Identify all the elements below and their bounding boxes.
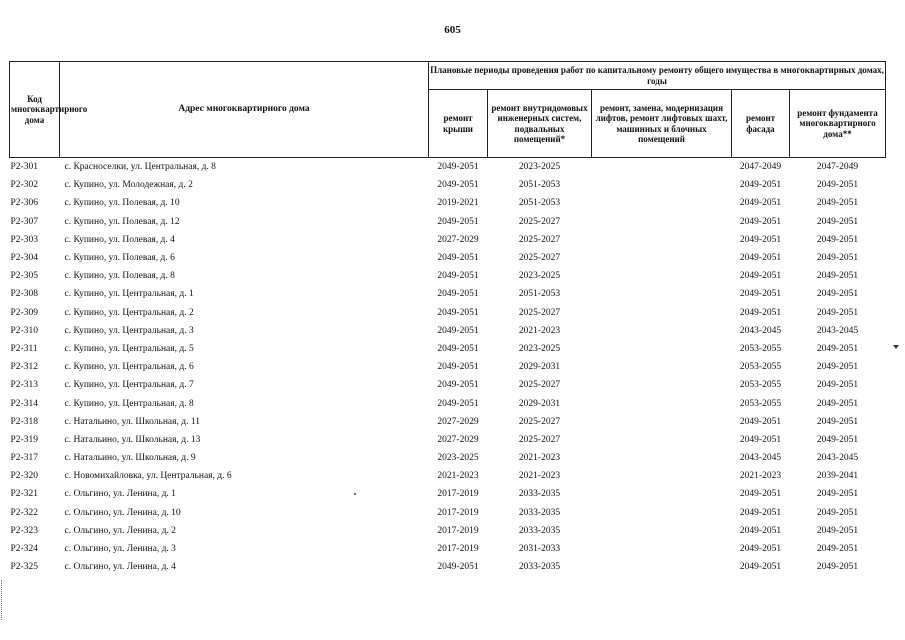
cell-facade: 2049-2051 bbox=[739, 198, 782, 209]
cell-code: Р2-309 bbox=[10, 307, 38, 318]
cell-address: с. Купино, ул. Полевая, д. 4 bbox=[64, 234, 175, 245]
header-address: Адрес многоквартирного дома bbox=[60, 62, 429, 158]
cell-roof: 2027-2029 bbox=[437, 416, 479, 427]
cell-roof: 2017-2019 bbox=[437, 525, 479, 536]
cell-code: Р2-321 bbox=[10, 489, 38, 500]
cell-address: с. Купино, ул. Полевая, д. 10 bbox=[64, 198, 180, 209]
cell-code: Р2-324 bbox=[10, 544, 38, 555]
header-code: Код многоквартирного дома bbox=[10, 62, 60, 158]
table-row bbox=[10, 376, 886, 394]
cell-engineering: 2033-2035 bbox=[518, 562, 561, 573]
cell-address: с. Ольгино, ул. Ленина, д. 10 bbox=[64, 507, 181, 518]
cell-address: с. Купино, ул. Полевая, д. 6 bbox=[64, 253, 175, 264]
cell-code: Р2-312 bbox=[10, 362, 38, 373]
cell-facade: 2053-2055 bbox=[739, 380, 782, 391]
header-facade: ремонт фасада bbox=[732, 90, 790, 158]
cell-lifts bbox=[592, 213, 732, 231]
header-foundation: ремонт фундамента многоквартирного дома** bbox=[790, 90, 886, 158]
table-row bbox=[10, 449, 886, 467]
cell-roof: 2049-2051 bbox=[437, 398, 479, 409]
cell-engineering: 2025-2027 bbox=[518, 380, 561, 391]
cell-foundation: 2049-2051 bbox=[816, 562, 859, 573]
cell-foundation: 2049-2051 bbox=[816, 234, 859, 245]
scan-edge-mark bbox=[1, 580, 6, 620]
cell-code: Р2-325 bbox=[10, 562, 38, 573]
cell-address: с. Купино, ул. Центральная, д. 1 bbox=[64, 289, 194, 300]
cell-engineering: 2051-2053 bbox=[518, 180, 561, 191]
cell-roof: 2049-2051 bbox=[437, 289, 479, 300]
cell-lifts bbox=[592, 340, 732, 358]
cell-address: с. Новомихайловка, ул. Центральная, д. 6 bbox=[64, 471, 232, 482]
cell-code: Р2-310 bbox=[10, 325, 38, 336]
cell-address: с. Купино, ул. Центральная, д. 2 bbox=[64, 307, 194, 318]
cell-code: Р2-318 bbox=[10, 416, 38, 427]
cell-lifts bbox=[592, 358, 732, 376]
cell-code: Р2-313 bbox=[10, 380, 38, 391]
cell-address: с. Купино, ул. Центральная, д. 5 bbox=[64, 343, 194, 354]
cell-address: с. Купино, ул. Полевая, д. 8 bbox=[64, 271, 175, 282]
cell-foundation: 2039-2041 bbox=[816, 471, 859, 482]
cell-lifts bbox=[592, 249, 732, 267]
table-row bbox=[10, 213, 886, 231]
cell-facade: 2053-2055 bbox=[739, 362, 782, 373]
cell-address: с. Ольгино, ул. Ленина, д. 2 bbox=[64, 525, 176, 536]
capital-repair-table bbox=[9, 61, 886, 576]
cell-lifts bbox=[592, 376, 732, 394]
header-work-periods: Плановые периоды проведения работ по капитальному ремонту общего имущества в многоквартирных домах, годы bbox=[429, 62, 886, 90]
cell-engineering: 2021-2023 bbox=[518, 325, 561, 336]
cell-engineering: 2025-2027 bbox=[518, 307, 561, 318]
cell-foundation: 2049-2051 bbox=[816, 198, 859, 209]
cell-foundation: 2049-2051 bbox=[816, 343, 859, 354]
cell-facade: 2049-2051 bbox=[739, 289, 782, 300]
cell-code: Р2-308 bbox=[10, 289, 38, 300]
cell-lifts bbox=[592, 522, 732, 540]
cell-facade: 2053-2055 bbox=[739, 343, 782, 354]
cell-engineering: 2025-2027 bbox=[518, 216, 561, 227]
table-row bbox=[10, 231, 886, 249]
table-row bbox=[10, 340, 886, 358]
cell-facade: 2047-2049 bbox=[739, 162, 782, 173]
cell-engineering: 2023-2025 bbox=[518, 343, 561, 354]
cell-foundation: 2049-2051 bbox=[816, 380, 859, 391]
cell-facade: 2049-2051 bbox=[739, 253, 782, 264]
cell-facade: 2049-2051 bbox=[739, 180, 782, 191]
header-roof: ремонт крыши bbox=[429, 90, 488, 158]
cell-facade: 2049-2051 bbox=[739, 271, 782, 282]
table-row bbox=[10, 485, 886, 503]
cell-roof: 2049-2051 bbox=[437, 216, 479, 227]
cell-address: с. Купино, ул. Молодежная, д. 2 bbox=[64, 180, 193, 191]
cell-code: Р2-305 bbox=[10, 271, 38, 282]
cell-engineering: 2023-2025 bbox=[518, 271, 561, 282]
cell-lifts bbox=[592, 449, 732, 467]
table-row bbox=[10, 467, 886, 485]
header-lifts: ремонт, замена, модернизация лифтов, ремонт лифтовых шахт, машинных и блочных помещений bbox=[592, 90, 732, 158]
cell-address: с. Купино, ул. Полевая, д. 12 bbox=[64, 216, 180, 227]
cell-code: Р2-303 bbox=[10, 234, 38, 245]
page-number: 605 bbox=[444, 24, 461, 36]
cell-foundation: 2049-2051 bbox=[816, 434, 859, 445]
cell-foundation: 2049-2051 bbox=[816, 180, 859, 191]
table-row bbox=[10, 267, 886, 285]
cell-facade: 2049-2051 bbox=[739, 525, 782, 536]
table-row bbox=[10, 176, 886, 194]
cell-engineering: 2025-2027 bbox=[518, 253, 561, 264]
cell-lifts bbox=[592, 285, 732, 303]
cell-facade: 2049-2051 bbox=[739, 416, 782, 427]
table-row bbox=[10, 558, 886, 576]
cell-engineering: 2033-2035 bbox=[518, 489, 561, 500]
cell-code: Р2-320 bbox=[10, 471, 38, 482]
cell-roof: 2049-2051 bbox=[437, 380, 479, 391]
cell-roof: 2027-2029 bbox=[437, 434, 479, 445]
table-row bbox=[10, 413, 886, 431]
cell-facade: 2049-2051 bbox=[739, 234, 782, 245]
cell-code: Р2-323 bbox=[10, 525, 38, 536]
table-row bbox=[10, 249, 886, 267]
table-header bbox=[10, 62, 886, 158]
cell-facade: 2049-2051 bbox=[739, 507, 782, 518]
cell-code: Р2-304 bbox=[10, 253, 38, 264]
table-row bbox=[10, 522, 886, 540]
cell-code: Р2-311 bbox=[10, 343, 38, 354]
cell-facade: 2049-2051 bbox=[739, 562, 782, 573]
cell-engineering: 2033-2035 bbox=[518, 507, 561, 518]
cell-facade: 2049-2051 bbox=[739, 434, 782, 445]
cell-engineering: 2051-2053 bbox=[518, 198, 561, 209]
cell-code: Р2-322 bbox=[10, 507, 38, 518]
cell-lifts bbox=[592, 194, 732, 212]
cell-foundation: 2047-2049 bbox=[816, 162, 859, 173]
margin-arrow-icon bbox=[893, 345, 899, 349]
cell-code: Р2-302 bbox=[10, 180, 38, 191]
cell-address: с. Ольгино, ул. Ленина, д. 1 bbox=[64, 489, 176, 500]
cell-roof: 2049-2051 bbox=[437, 343, 479, 354]
cell-lifts bbox=[592, 413, 732, 431]
cell-address: с. Натальино, ул. Школьная, д. 13 bbox=[64, 434, 201, 445]
table-row bbox=[10, 394, 886, 412]
cell-foundation: 2043-2045 bbox=[816, 453, 859, 464]
cell-roof: 2049-2051 bbox=[437, 362, 479, 373]
cell-lifts bbox=[592, 176, 732, 194]
cell-code: Р2-314 bbox=[10, 398, 38, 409]
cell-facade: 2021-2023 bbox=[739, 471, 782, 482]
cell-facade: 2049-2051 bbox=[739, 307, 782, 318]
cell-engineering: 2025-2027 bbox=[518, 416, 561, 427]
cell-roof: 2027-2029 bbox=[437, 234, 479, 245]
table-row bbox=[10, 322, 886, 340]
cell-foundation: 2049-2051 bbox=[816, 271, 859, 282]
cell-address: с. Красноселки, ул. Центральная, д. 8 bbox=[64, 162, 216, 173]
cell-foundation: 2049-2051 bbox=[816, 489, 859, 500]
cell-roof: 2049-2051 bbox=[437, 325, 479, 336]
cell-address: с. Купино, ул. Центральная, д. 8 bbox=[64, 398, 194, 409]
cell-lifts bbox=[592, 267, 732, 285]
cell-foundation: 2049-2051 bbox=[816, 525, 859, 536]
cell-lifts bbox=[592, 158, 732, 177]
cell-roof: 2049-2051 bbox=[437, 307, 479, 318]
cell-code: Р2-307 bbox=[10, 216, 38, 227]
cell-engineering: 2021-2023 bbox=[518, 453, 561, 464]
cell-roof: 2019-2021 bbox=[437, 198, 479, 209]
cell-lifts bbox=[592, 558, 732, 576]
table-row bbox=[10, 540, 886, 558]
cell-foundation: 2049-2051 bbox=[816, 416, 859, 427]
cell-address: с. Натальино, ул. Школьная, д. 9 bbox=[64, 453, 196, 464]
cell-roof: 2021-2023 bbox=[437, 471, 479, 482]
cell-lifts bbox=[592, 322, 732, 340]
cell-engineering: 2033-2035 bbox=[518, 525, 561, 536]
cell-facade: 2049-2051 bbox=[739, 216, 782, 227]
scan-speck bbox=[354, 493, 356, 495]
cell-code: Р2-301 bbox=[10, 162, 38, 173]
cell-foundation: 2049-2051 bbox=[816, 253, 859, 264]
cell-foundation: 2049-2051 bbox=[816, 507, 859, 518]
cell-lifts bbox=[592, 467, 732, 485]
cell-roof: 2023-2025 bbox=[437, 453, 479, 464]
cell-roof: 2049-2051 bbox=[437, 180, 479, 191]
table-row bbox=[10, 285, 886, 303]
cell-engineering: 2023-2025 bbox=[518, 162, 561, 173]
cell-facade: 2049-2051 bbox=[739, 544, 782, 555]
cell-code: Р2-306 bbox=[10, 198, 38, 209]
cell-lifts bbox=[592, 485, 732, 503]
cell-lifts bbox=[592, 394, 732, 412]
cell-engineering: 2025-2027 bbox=[518, 234, 561, 245]
cell-facade: 2043-2045 bbox=[739, 325, 782, 336]
cell-roof: 2017-2019 bbox=[437, 489, 479, 500]
cell-roof: 2049-2051 bbox=[437, 562, 479, 573]
table-row bbox=[10, 158, 886, 177]
cell-roof: 2049-2051 bbox=[437, 271, 479, 282]
table-body bbox=[10, 158, 886, 577]
cell-engineering: 2029-2031 bbox=[518, 362, 561, 373]
cell-engineering: 2021-2023 bbox=[518, 471, 561, 482]
cell-roof: 2049-2051 bbox=[437, 253, 479, 264]
header-engineering: ремонт внутридомовых инженерных систем, подвальных помещений* bbox=[488, 90, 592, 158]
cell-foundation: 2049-2051 bbox=[816, 544, 859, 555]
cell-address: с. Купино, ул. Центральная, д. 3 bbox=[64, 325, 194, 336]
cell-engineering: 2025-2027 bbox=[518, 434, 561, 445]
cell-engineering: 2051-2053 bbox=[518, 289, 561, 300]
cell-address: с. Ольгино, ул. Ленина, д. 3 bbox=[64, 544, 176, 555]
cell-lifts bbox=[592, 504, 732, 522]
cell-lifts bbox=[592, 304, 732, 322]
table-row bbox=[10, 358, 886, 376]
cell-address: с. Натальино, ул. Школьная, д. 11 bbox=[64, 416, 200, 427]
cell-facade: 2043-2045 bbox=[739, 453, 782, 464]
cell-engineering: 2029-2031 bbox=[518, 398, 561, 409]
cell-code: Р2-319 bbox=[10, 434, 38, 445]
table-row bbox=[10, 431, 886, 449]
cell-lifts bbox=[592, 540, 732, 558]
cell-address: с. Купино, ул. Центральная, д. 6 bbox=[64, 362, 194, 373]
cell-foundation: 2049-2051 bbox=[816, 362, 859, 373]
cell-foundation: 2049-2051 bbox=[816, 307, 859, 318]
cell-foundation: 2049-2051 bbox=[816, 289, 859, 300]
cell-lifts bbox=[592, 231, 732, 249]
cell-roof: 2017-2019 bbox=[437, 507, 479, 518]
cell-foundation: 2049-2051 bbox=[816, 216, 859, 227]
cell-foundation: 2049-2051 bbox=[816, 398, 859, 409]
cell-roof: 2049-2051 bbox=[437, 162, 479, 173]
cell-foundation: 2043-2045 bbox=[816, 325, 859, 336]
cell-address: с. Купино, ул. Центральная, д. 7 bbox=[64, 380, 194, 391]
cell-lifts bbox=[592, 431, 732, 449]
cell-code: Р2-317 bbox=[10, 453, 38, 464]
cell-engineering: 2031-2033 bbox=[518, 544, 561, 555]
table-row bbox=[10, 304, 886, 322]
table-row bbox=[10, 504, 886, 522]
cell-roof: 2017-2019 bbox=[437, 544, 479, 555]
cell-facade: 2049-2051 bbox=[739, 489, 782, 500]
cell-address: с. Ольгино, ул. Ленина, д. 4 bbox=[64, 562, 176, 573]
table-row bbox=[10, 194, 886, 212]
cell-facade: 2053-2055 bbox=[739, 398, 782, 409]
